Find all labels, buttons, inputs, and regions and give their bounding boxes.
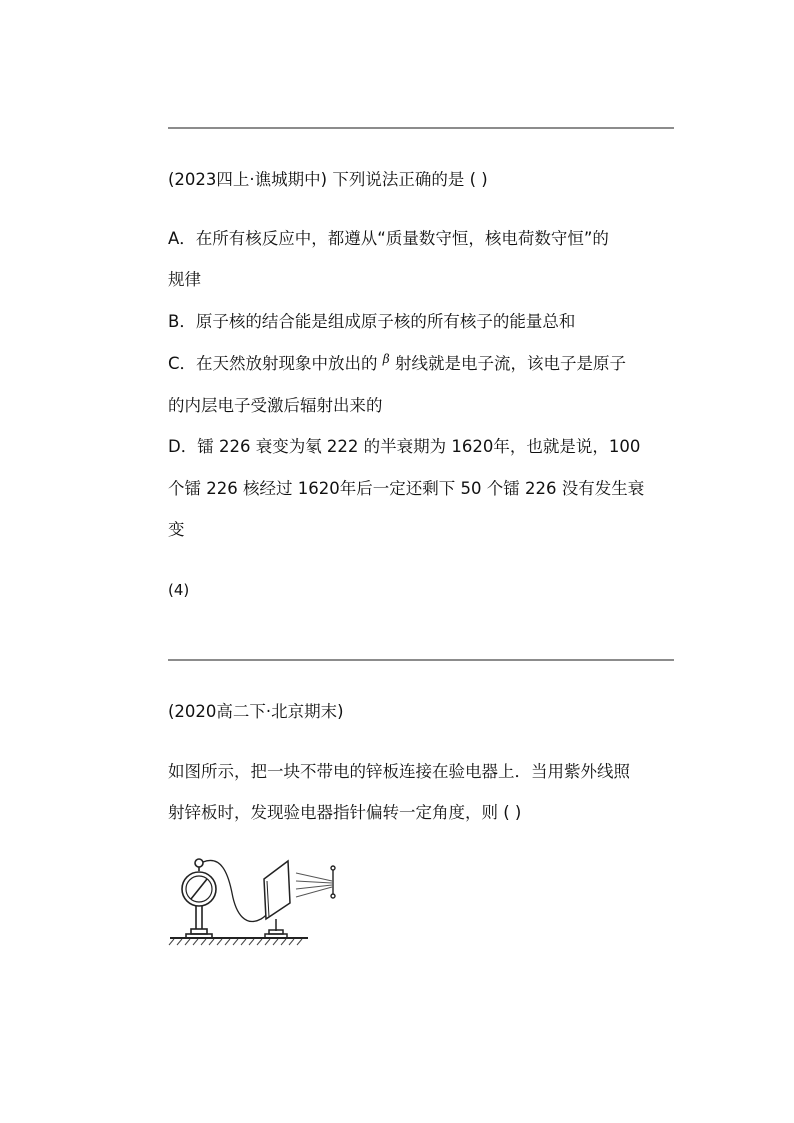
section-number: (4) [168, 581, 190, 599]
zinc-plate [264, 861, 290, 938]
q1-option-d-cont2: 变 [168, 520, 185, 539]
electroscope-body [182, 859, 216, 938]
q2-text-line2: 射锌板时，发现验电器指针偏转一定角度，则 ( ) [168, 803, 522, 822]
q1-option-c-cont: 的内层电子受激后辐射出来的 [168, 396, 383, 415]
q1-option-b: B．原子核的结合能是组成原子核的所有核子的能量总和 [168, 312, 576, 331]
q1-option-c-text-a: C．在天然放射现象中放出的 [168, 354, 378, 373]
uv-lamp [331, 866, 335, 898]
beta-symbol: β [382, 352, 390, 366]
q1-header: (2023四上·谯城期中) 下列说法正确的是 ( ) [168, 170, 488, 189]
uv-rays [296, 873, 332, 897]
q1-option-d-cont1: 个镭 226 核经过 1620年后一定还剩下 50 个镭 226 没有发生衰 [168, 479, 645, 498]
q1-option-c [168, 354, 626, 375]
q1-option-d: D．镭 226 衰变为氡 222 的半衰期为 1620年，也就是说，100 [168, 437, 641, 456]
q1-option-a: A．在所有核反应中，都遵从“质量数守恒，核电荷数守恒”的 [168, 229, 609, 248]
q2-text-line1: 如图所示，把一块不带电的锌板连接在验电器上．当用紫外线照 [168, 762, 630, 781]
q1-option-a-cont: 规律 [168, 270, 201, 289]
middle-divider [168, 659, 674, 661]
connecting-wire [203, 860, 272, 921]
q2-header: (2020高二下·北京期末) [168, 702, 344, 721]
top-divider [168, 127, 674, 129]
electroscope-zinc-plate-figure [166, 853, 346, 948]
q1-option-c-text-b: 射线就是电子流，该电子是原子 [394, 354, 626, 373]
